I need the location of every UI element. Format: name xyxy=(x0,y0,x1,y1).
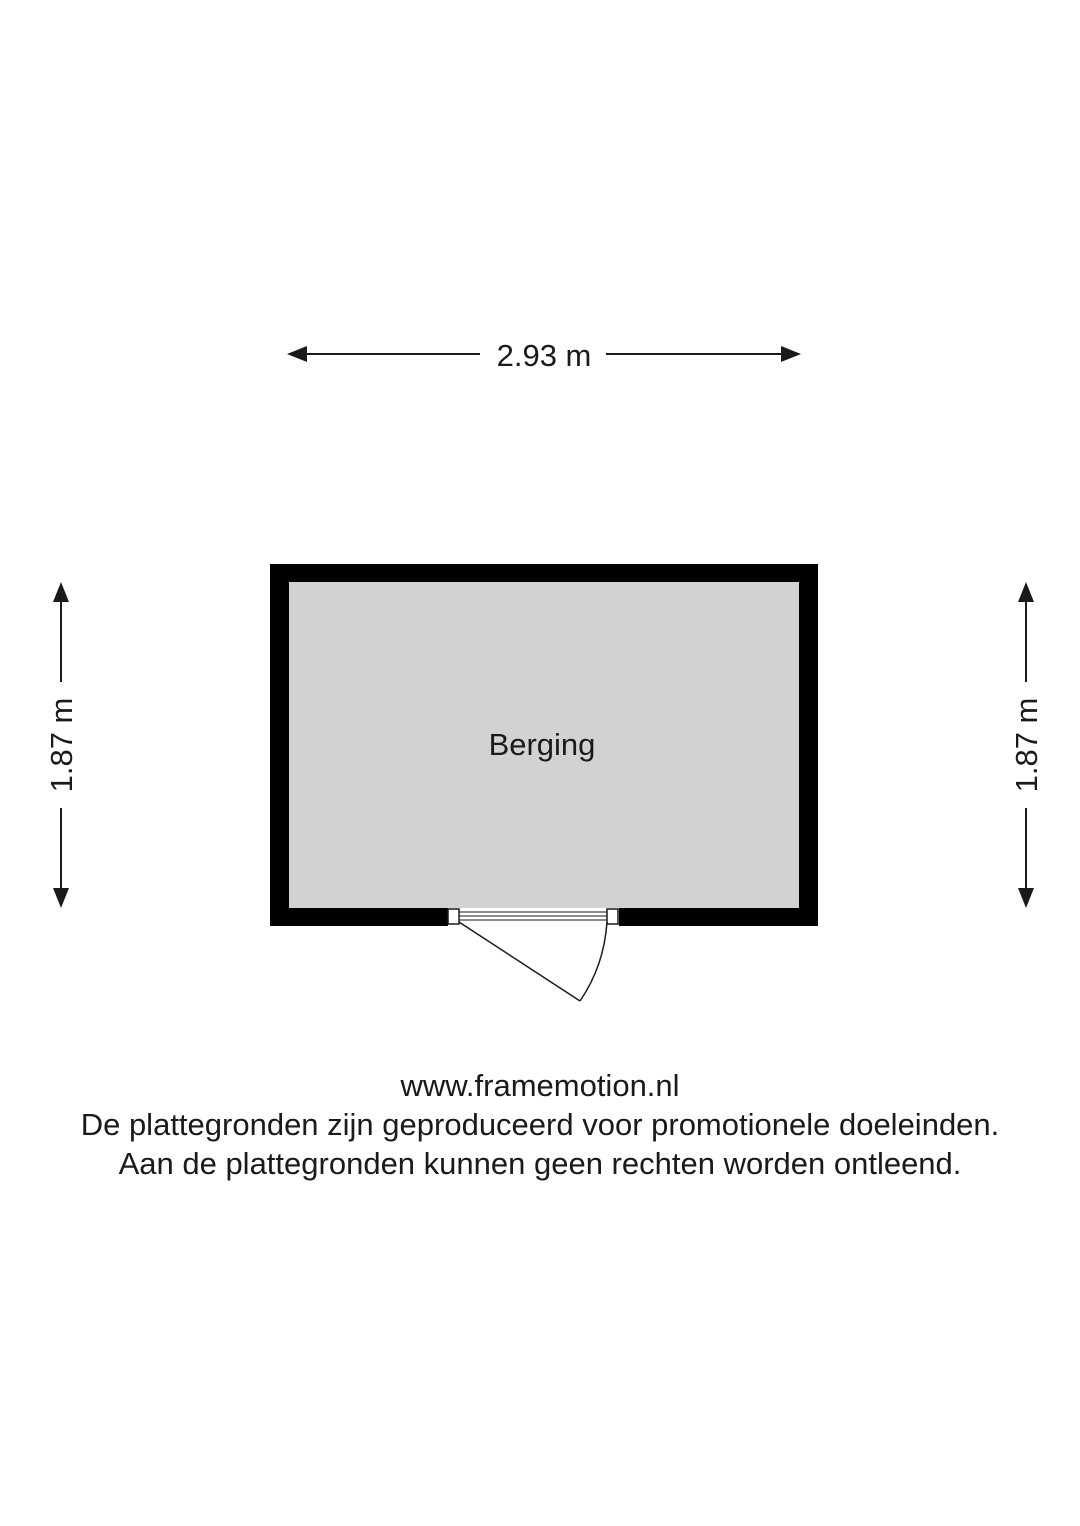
width-dimension xyxy=(287,338,801,373)
website-link[interactable]: www.framemotion.nl xyxy=(400,1068,680,1103)
disclaimer-line-1: De plattegronden zijn geproduceerd voor promotionele doeleinden. xyxy=(80,1107,1000,1142)
door-swing-arc xyxy=(580,922,607,1001)
arrow-left-icon xyxy=(287,346,307,362)
height-dimension-right-label: 1.87 m xyxy=(1009,697,1044,793)
arrow-down-icon xyxy=(1018,888,1034,908)
door-jamb-left xyxy=(448,909,459,924)
height-dimension-left-label: 1.87 m xyxy=(44,697,79,793)
arrow-down-icon xyxy=(53,888,69,908)
door-jamb-right xyxy=(607,909,618,924)
arrow-up-icon xyxy=(53,582,69,602)
footer xyxy=(0,1066,1080,1183)
door-opening xyxy=(448,908,619,926)
room-label: Berging xyxy=(488,727,596,762)
arrow-up-icon xyxy=(1018,582,1034,602)
width-dimension-label: 2.93 m xyxy=(496,338,592,373)
disclaimer-line-2: Aan de plattegronden kunnen geen rechten worden ontleend. xyxy=(118,1146,962,1181)
height-dimension-left xyxy=(44,582,79,908)
room-berging xyxy=(270,564,818,1001)
arrow-right-icon xyxy=(781,346,801,362)
height-dimension-right xyxy=(1009,582,1044,908)
door-leaf xyxy=(459,922,580,1001)
